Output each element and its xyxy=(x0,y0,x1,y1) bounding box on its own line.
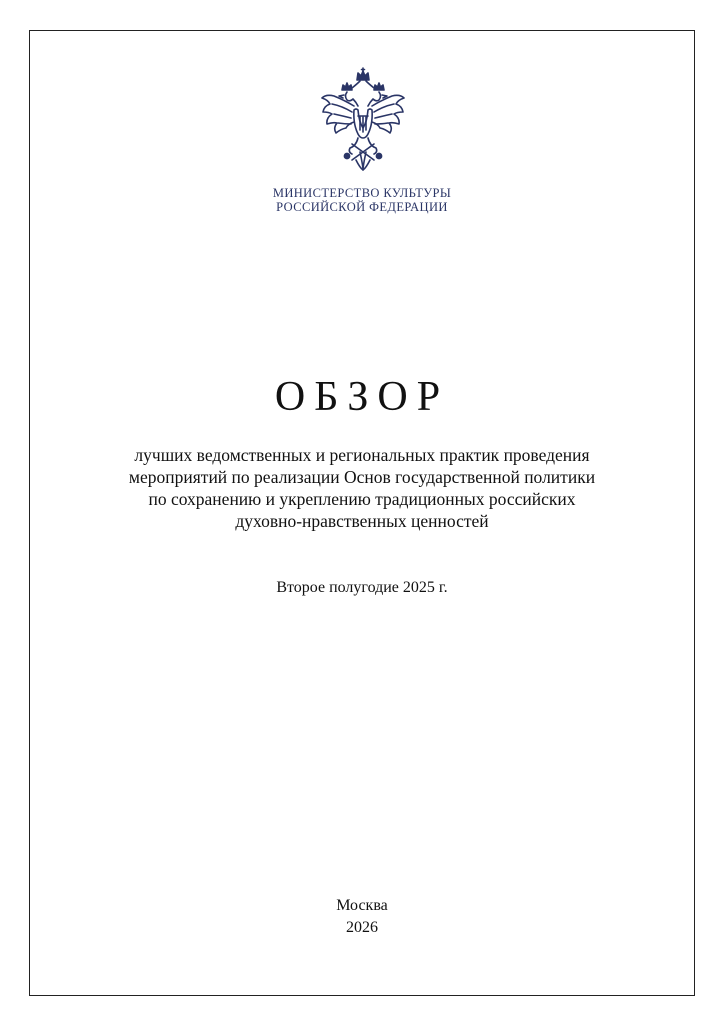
subtitle-line-1: лучших ведомственных и региональных практик проведения xyxy=(134,445,590,465)
organization-name-line2: РОССИЙСКОЙ ФЕДЕРАЦИИ xyxy=(276,200,448,214)
subtitle-line-2: мероприятий по реализации Основ государственной политики xyxy=(128,467,596,487)
ministry-emblem-icon xyxy=(320,66,406,178)
subtitle-line-4: духовно-нравственных ценностей xyxy=(235,511,489,531)
subtitle-line-3: по сохранению и укреплению традиционных российских xyxy=(148,489,576,509)
publication-year: 2026 xyxy=(346,919,378,936)
organization-name-line1: МИНИСТЕРСТВО КУЛЬТУРЫ xyxy=(272,186,452,200)
reporting-period: Второе полугодие 2025 г. xyxy=(276,579,448,596)
document-title: ОБЗОР xyxy=(274,374,450,420)
publication-city: Москва xyxy=(336,897,388,914)
